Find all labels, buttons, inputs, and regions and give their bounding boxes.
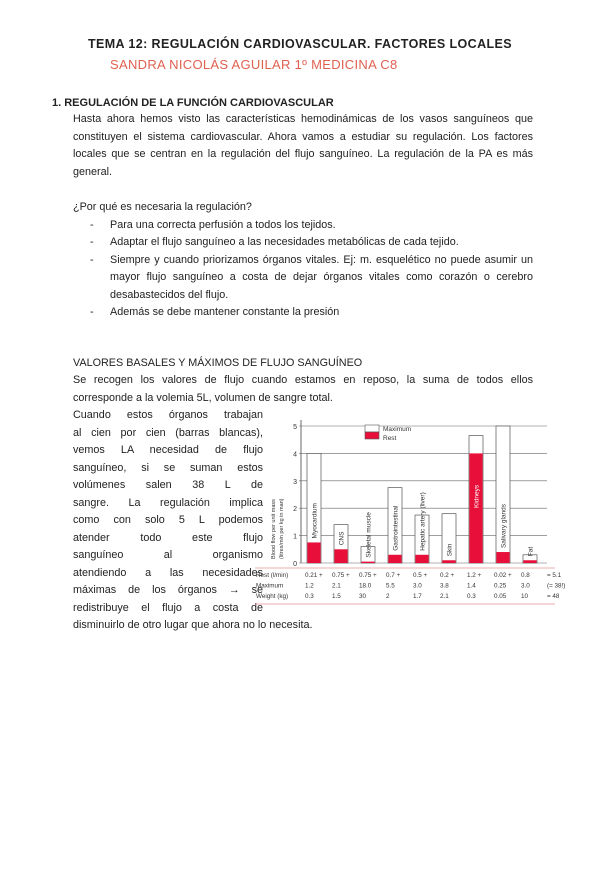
table-cell: 1.4: [467, 582, 476, 590]
bullet-list: [90, 217, 533, 322]
table-cell: 0.75 +: [359, 572, 377, 579]
y-tick-label: 0: [293, 561, 297, 568]
author-line: SANDRA NICOLÁS AGUILAR 1º MEDICINA C8: [110, 57, 398, 72]
table-cell: 0.7 +: [386, 572, 401, 579]
table-cell: 0.75 +: [332, 572, 350, 579]
bar-label: Hepatic artery (liver): [419, 492, 427, 551]
bar-rest: [442, 560, 455, 563]
table-total: = 48: [547, 593, 560, 600]
bar-rest: [523, 560, 536, 563]
table-cell: 2.1: [332, 582, 341, 590]
bar-label: Skin: [446, 543, 454, 557]
table-cell: 0.2 +: [440, 572, 455, 579]
intro-paragraph: Hasta ahora hemos visto las características hemodinámicas de los vasos sanguíneos que constituyen el sistema cardiovascular. Ahora vamos a estudiar su regulación. Los factores locales que se centran en la regulación del flujo sanguíneo. La regulación de la PA es más general.: [73, 113, 533, 178]
section-heading: 1. REGULACIÓN DE LA FUNCIÓN CARDIOVASCULAR: [52, 97, 334, 109]
table-total: = 5.1: [547, 572, 562, 579]
table-total: (= 38!): [547, 582, 566, 590]
table-cell: 1.7: [413, 593, 422, 600]
table-cell: 0.5 +: [413, 572, 428, 579]
table-cell: 0.05: [494, 593, 507, 600]
table-cell: 30: [359, 593, 367, 600]
table-cell: 1.2 +: [467, 572, 482, 579]
bar-label: CNS: [338, 531, 346, 546]
y-tick-label: 1: [293, 533, 297, 541]
legend-maximum-swatch: [365, 425, 379, 432]
bar-label: Skeletal muscle: [365, 512, 373, 558]
paragraph: Se recogen los valores de flujo cuando estamos en reposo, la suma de todos ellos corresponde a la volemia 5L, volumen de sangre total.: [73, 374, 533, 404]
table-cell: 0.8: [521, 572, 530, 579]
document-title: TEMA 12: REGULACIÓN CARDIOVASCULAR. FACTORES LOCALES: [87, 37, 513, 51]
table-cell: 2.1: [440, 593, 449, 600]
table-cell: 3.0: [521, 582, 530, 590]
table-cell: 3.8: [440, 582, 449, 590]
bar-label: Kidneys: [473, 484, 481, 508]
bar-rest: [496, 552, 509, 563]
table-row-label: Maximum: [256, 582, 284, 590]
legend-label: Maximum: [383, 426, 412, 433]
y-tick-label: 3: [293, 478, 297, 486]
list-item: - Para una correcta perfusión a todos los tejidos.: [90, 217, 533, 235]
table-cell: 0.3: [467, 593, 476, 600]
y-axis-label: Blood flow per unit mass: [271, 499, 277, 559]
section2-heading: VALORES BASALES Y MÁXIMOS DE FLUJO SANGUÍNEO: [73, 356, 363, 369]
blood-flow-chart: [255, 417, 566, 607]
y-tick-label: 2: [293, 506, 297, 514]
table-cell: 1.5: [332, 593, 341, 600]
bar-label: Gastrointestinal: [392, 505, 400, 551]
list-item: - Siempre y cuando priorizamos órganos vitales. Ej: m. esquelético no puede asumir un mayor flujo sanguíneo a costa de dejar órganos vitales como corazón o cerebro desabastecidos del flujo.: [90, 252, 533, 305]
y-tick-label: 5: [293, 424, 297, 431]
closing-line: disminuirlo de otro lugar que ahora no lo necesita.: [73, 619, 313, 631]
table-cell: 10: [521, 593, 529, 600]
table-cell: 0.3: [305, 593, 314, 600]
table-cell: 5.5: [386, 582, 395, 590]
table-row-label: Rest (l/min): [256, 572, 289, 579]
bar-rest: [361, 562, 374, 563]
table-cell: 0.02 +: [494, 572, 512, 579]
table-cell: 0.21 +: [305, 572, 323, 579]
table-cell: 18.0: [359, 582, 372, 590]
table-row-label: Weight (kg): [256, 593, 289, 600]
bar-rest: [307, 542, 320, 563]
y-axis-label: (litres/min per kg in man): [279, 498, 285, 559]
document-page: [0, 36, 600, 884]
bar-label: Myocardium: [311, 503, 319, 539]
text-and-chart-row: [73, 407, 566, 617]
document-content: [0, 36, 566, 635]
bar-rest: [415, 555, 428, 563]
bar-rest: [388, 555, 401, 563]
table-cell: 0.25: [494, 582, 507, 590]
legend-rest-swatch: [365, 432, 379, 439]
legend-label: Rest: [383, 435, 397, 442]
list-item: - Además se debe mantener constante la presión: [90, 304, 533, 322]
table-cell: 2: [386, 593, 390, 600]
table-cell: 1.2: [305, 582, 314, 590]
bar-label: Fat: [527, 546, 535, 557]
bar-rest: [334, 549, 347, 563]
side-paragraph: Cuando estos órganos trabajan al cien por cien (barras blancas), vemos LA necesidad de flujo sanguíneo, si se suman estos volúmenes salen 38 L de sangre. La regulación implica como con solo 5 L podemos atender todo este flujo sanguíneo al organismo atendiendo a las necesidades máximas de los órganos → se redistribuye el flujo a costa de: [73, 409, 263, 614]
question: ¿Por qué es necesaria la regulación?: [73, 201, 252, 213]
list-item: - Adaptar el flujo sanguíneo a las necesidades metabólicas de cada tejido.: [90, 234, 533, 252]
y-tick-label: 4: [293, 451, 297, 459]
bar-label: Salivary glands: [500, 503, 508, 549]
table-cell: 3.0: [413, 582, 422, 590]
